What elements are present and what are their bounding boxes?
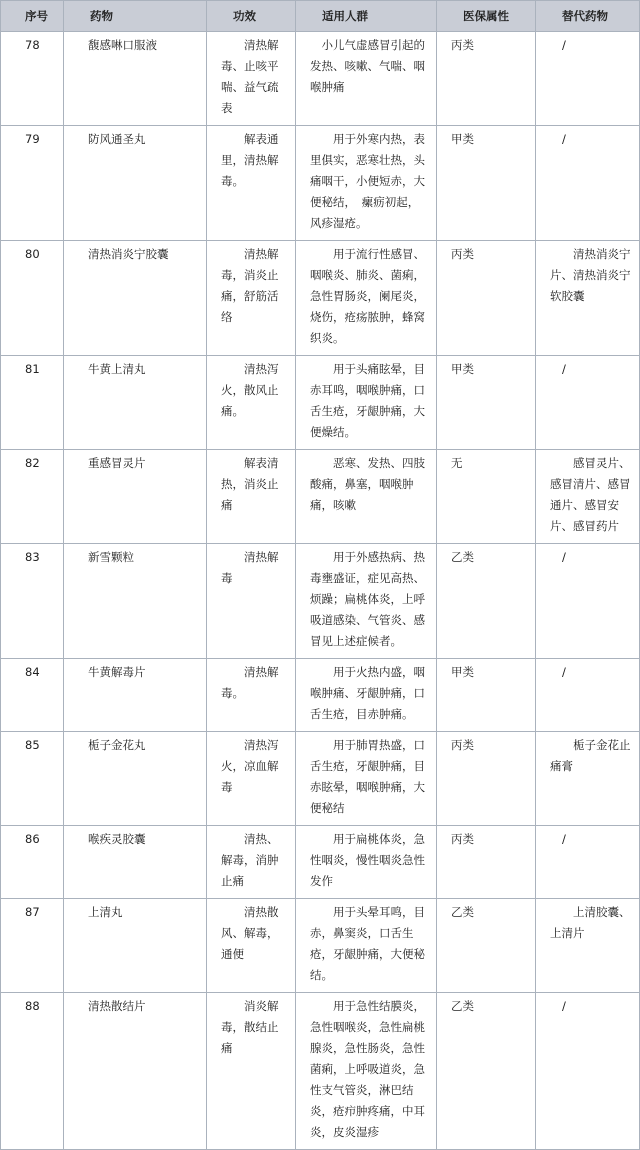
cell-no: 83 bbox=[1, 544, 64, 659]
header-effect: 功效 bbox=[207, 1, 296, 32]
cell-population: 小儿气虚感冒引起的发热、咳嗽、气喘、咽喉肿痛 bbox=[296, 32, 437, 126]
cell-population: 用于头晕耳鸣，目赤，鼻窦炎，口舌生疮，牙龈肿痛，大便秘结。 bbox=[296, 899, 437, 993]
cell-drug: 栀子金花丸 bbox=[64, 732, 207, 826]
cell-effect: 清热解毒。 bbox=[207, 659, 296, 732]
cell-population: 用于火热内盛，咽喉肿痛、牙龈肿痛，口舌生疮，目赤肿痛。 bbox=[296, 659, 437, 732]
cell-effect: 清热、解毒，消肿止痛 bbox=[207, 826, 296, 899]
cell-population: 用于肺胃热盛，口舌生疮，牙龈肿痛，目赤眩晕，咽喉肿痛，大便秘结 bbox=[296, 732, 437, 826]
cell-effect: 清热泻火，散风止痛。 bbox=[207, 356, 296, 450]
cell-alternative: 上清胶囊、上清片 bbox=[536, 899, 640, 993]
table-row bbox=[1, 450, 640, 544]
cell-alternative: 栀子金花止痛膏 bbox=[536, 732, 640, 826]
cell-effect: 解表清热，消炎止痛 bbox=[207, 450, 296, 544]
cell-drug: 上清丸 bbox=[64, 899, 207, 993]
cell-insurance: 甲类 bbox=[437, 659, 536, 732]
cell-insurance: 无 bbox=[437, 450, 536, 544]
cell-alternative: / bbox=[562, 665, 566, 679]
table-row bbox=[1, 356, 640, 450]
cell-alternative: / bbox=[562, 832, 566, 846]
cell-effect: 清热解毒，消炎止痛，舒筋活络 bbox=[207, 241, 296, 356]
table-row bbox=[1, 899, 640, 993]
table-header bbox=[1, 1, 640, 32]
cell-insurance: 乙类 bbox=[437, 993, 536, 1150]
header-row bbox=[1, 1, 640, 32]
cell-insurance: 丙类 bbox=[437, 241, 536, 356]
cell-alternative: 清热消炎宁片、清热消炎宁软胶囊 bbox=[536, 241, 640, 356]
cell-drug: 新雪颗粒 bbox=[64, 544, 207, 659]
cell-insurance: 丙类 bbox=[437, 32, 536, 126]
cell-no: 80 bbox=[1, 241, 64, 356]
table-row bbox=[1, 544, 640, 659]
cell-drug: 防风通圣丸 bbox=[64, 126, 207, 241]
cell-no: 79 bbox=[1, 126, 64, 241]
cell-no: 82 bbox=[1, 450, 64, 544]
table-row bbox=[1, 32, 640, 126]
cell-drug: 清热散结片 bbox=[64, 993, 207, 1150]
cell-insurance: 甲类 bbox=[437, 356, 536, 450]
table-body bbox=[1, 32, 640, 1150]
cell-no: 85 bbox=[1, 732, 64, 826]
cell-population: 恶寒、发热、四肢酸痛，鼻塞，咽喉肿痛，咳嗽 bbox=[296, 450, 437, 544]
cell-drug: 清热消炎宁胶囊 bbox=[64, 241, 207, 356]
header-population: 适用人群 bbox=[296, 1, 437, 32]
cell-population: 用于流行性感冒、咽喉炎、肺炎、菌痢，急性胃肠炎，阑尾炎，烧伤，疮疡脓肿，蜂窝织炎。 bbox=[296, 241, 437, 356]
table-row bbox=[1, 659, 640, 732]
table-row bbox=[1, 126, 640, 241]
header-drug: 药物 bbox=[64, 1, 207, 32]
cell-no: 81 bbox=[1, 356, 64, 450]
cell-effect: 清热解毒、止咳平喘、益气疏表 bbox=[207, 32, 296, 126]
cell-alternative: / bbox=[562, 999, 566, 1013]
cell-alternative: 感冒灵片、感冒清片、感冒通片、感冒安片、感冒药片 bbox=[536, 450, 640, 544]
cell-population: 用于头痛眩晕，目赤耳鸣，咽喉肿痛，口舌生疮，牙龈肿痛，大便燥结。 bbox=[296, 356, 437, 450]
cell-population: 用于外寒内热，表里俱实，恶寒壮热，头痛咽干，小便短赤，大便秘结， 瘰疬初起，风疹湿疮。 bbox=[296, 126, 437, 241]
cell-alternative: / bbox=[562, 550, 566, 564]
cell-insurance: 乙类 bbox=[437, 544, 536, 659]
cell-effect: 清热散风、解毒，通便 bbox=[207, 899, 296, 993]
cell-effect: 消炎解毒，散结止痛 bbox=[207, 993, 296, 1150]
header-no: 序号 bbox=[1, 1, 64, 32]
cell-alternative: / bbox=[562, 38, 566, 52]
table-row bbox=[1, 732, 640, 826]
cell-insurance: 丙类 bbox=[437, 826, 536, 899]
table-row bbox=[1, 993, 640, 1150]
cell-insurance: 乙类 bbox=[437, 899, 536, 993]
cell-no: 88 bbox=[1, 993, 64, 1150]
cell-drug: 喉疾灵胶囊 bbox=[64, 826, 207, 899]
cell-insurance: 丙类 bbox=[437, 732, 536, 826]
cell-population: 用于外感热病、热毒壅盛证，症见高热、烦躁；扁桃体炎，上呼吸道感染、气管炎、感冒见上述症候者。 bbox=[296, 544, 437, 659]
cell-drug: 馥感啉口服液 bbox=[64, 32, 207, 126]
cell-no: 78 bbox=[1, 32, 64, 126]
header-alternative: 替代药物 bbox=[536, 1, 640, 32]
cell-alternative: / bbox=[562, 132, 566, 146]
cell-drug: 牛黄解毒片 bbox=[64, 659, 207, 732]
cell-effect: 清热泻火，凉血解毒 bbox=[207, 732, 296, 826]
table-row bbox=[1, 826, 640, 899]
cell-effect: 解表通里，清热解毒。 bbox=[207, 126, 296, 241]
cell-drug: 重感冒灵片 bbox=[64, 450, 207, 544]
cell-drug: 牛黄上清丸 bbox=[64, 356, 207, 450]
cell-alternative: / bbox=[562, 362, 566, 376]
cell-insurance: 甲类 bbox=[437, 126, 536, 241]
cell-no: 87 bbox=[1, 899, 64, 993]
table-row bbox=[1, 241, 640, 356]
cell-population: 用于扁桃体炎，急性咽炎，慢性咽炎急性发作 bbox=[296, 826, 437, 899]
cell-no: 86 bbox=[1, 826, 64, 899]
cell-population: 用于急性结膜炎，急性咽喉炎，急性扁桃腺炎，急性肠炎，急性菌痢，上呼吸道炎，急性支气管炎，淋巴结炎，疮疖肿疼痛，中耳炎，皮炎湿疹 bbox=[296, 993, 437, 1150]
cell-no: 84 bbox=[1, 659, 64, 732]
header-insurance: 医保属性 bbox=[437, 1, 536, 32]
cell-effect: 清热解毒 bbox=[207, 544, 296, 659]
